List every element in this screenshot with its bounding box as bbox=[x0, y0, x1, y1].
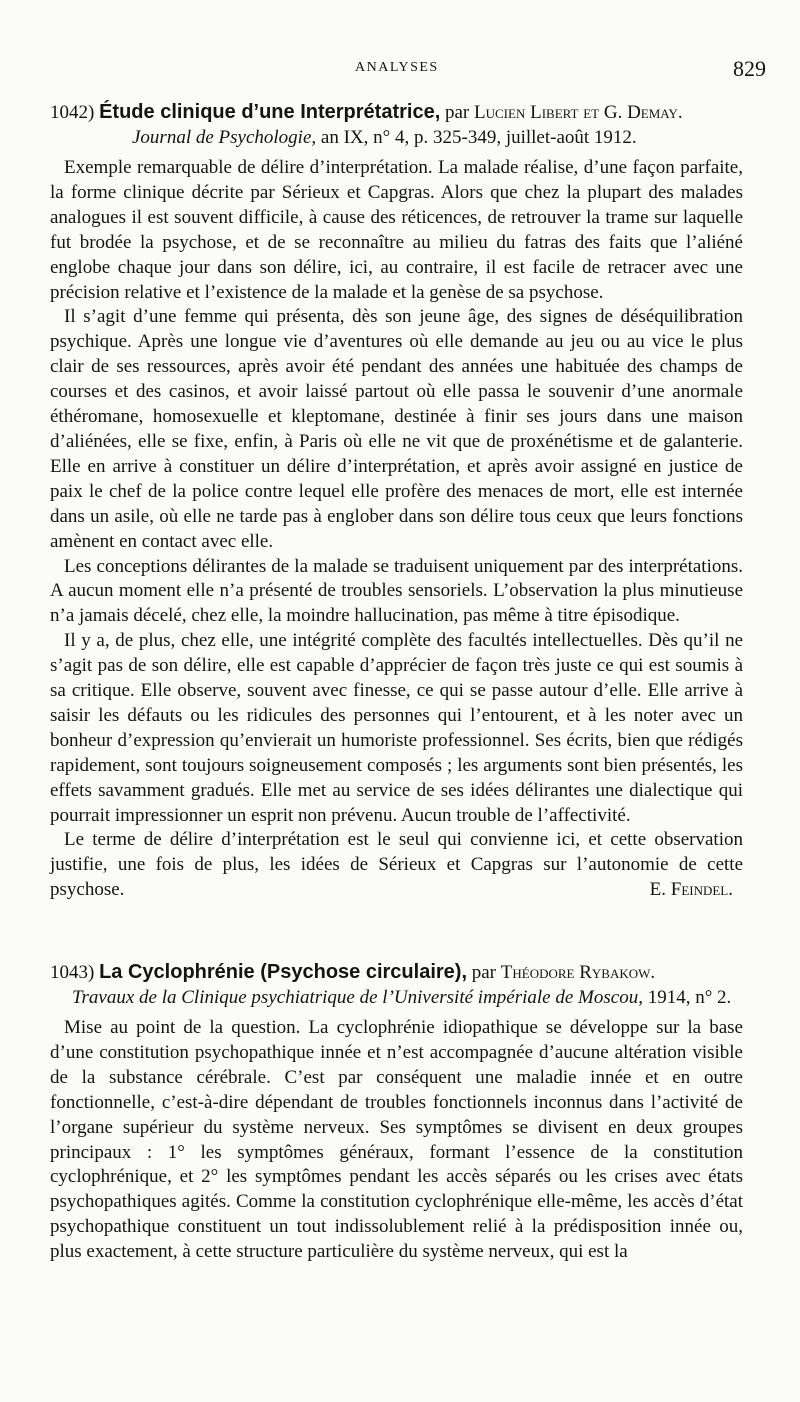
entry-number: 1042) bbox=[50, 102, 95, 123]
entry-heading bbox=[50, 960, 743, 1010]
running-header bbox=[0, 56, 800, 90]
paragraph: Il s’agit d’une femme qui présenta, dès son jeune âge, des signes de déséquilibration psychique. Après une longue vie d’aventures où elle demande au jeu ou au vice le plus clair de ses ressources, après avoir été pendant des années une habituée des champs de courses et des casinos, et avoir laissé partout où elle passa le souvenir d’une anormale éthéromane, homosexuelle et kleptomane, destinée à finir ses jours dans une maison d’aliénées, elle se fixe, enfin, à Paris où elle ne vit que de proxénétisme et de galanterie. Elle en arrive à constituer un délire d’interprétation, et après avoir assigné en justice de paix le chef de la police contre lequel elle profère des menaces de mort, elle est internée dans un asile, où elle ne tarde pas à englober dans son délire tous ceux que leurs fonctions amènent en contact avec elle. bbox=[50, 306, 743, 552]
citation-details: 1914, n° 2. bbox=[647, 987, 732, 1008]
running-title: ANALYSES bbox=[355, 60, 439, 75]
journal-name: Journal de Psychologie, bbox=[132, 127, 317, 148]
entry-title: La Cyclophrénie (Psychose circulaire), bbox=[99, 961, 467, 983]
entry-authors: Théodore Rybakow. bbox=[500, 962, 656, 983]
entry-citation bbox=[50, 985, 743, 1010]
page-number: 829 bbox=[733, 56, 766, 81]
review-entry-1043 bbox=[50, 960, 743, 1265]
entry-citation bbox=[50, 125, 743, 150]
paragraph: Il y a, de plus, chez elle, une intégrité complète des facultés intellectuelles. Dès qu’il ne s’agit pas de son délire, elle est capable d’apprécier de façon très juste ce qui est soumis à sa critique. Elle observe, souvent avec finesse, ce qui se passe autour d’elle. Elle arrive à saisir les défauts ou les ridicules des personnes qui l’entourent, et à les noter avec un bonheur d’expression qu’envierait un humoriste professionnel. Ses écrits, bien que rédigés rapidement, sont toujours soigneusement composés ; les arguments sont bien présentés, les effets savamment gradués. Elle met au service de ses idées délirantes une dialectique qui pourrait impressionner un esprit non prévenu. Aucun trouble de l’affectivité. bbox=[50, 630, 743, 826]
author-prefix: par bbox=[445, 102, 470, 123]
paragraph: Exemple remarquable de délire d’interprétation. La malade réalise, d’une façon parfaite, la forme clinique décrite par Sérieux et Capgras. Alors que chez la plupart des malades analogues il est souvent difficile, à cause des réticences, de retrouver la trame sur laquelle fut brodée la psychose, et de se reconnaître au milieu du fatras des faits que l’aliéné englobe chaque jour dans son délire, ici, au contraire, il est facile de retracer avec une précision relative et l’existence de la malade et la genèse de sa psychose. bbox=[50, 157, 743, 303]
author-prefix: par bbox=[471, 962, 497, 983]
journal-name: Travaux de la Clinique psychiatrique de l’Université impériale de Moscou, bbox=[72, 987, 643, 1008]
review-entry-1042 bbox=[50, 100, 743, 903]
paragraph: Les conceptions délirantes de la malade se traduisent uniquement par des interprétations. A aucun moment elle n’a présenté de troubles sensoriels. L’observation la plus minutieuse n’a jamais décelé, chez elle, la moindre hallucination, pas même à titre épisodique. bbox=[50, 555, 743, 627]
entry-authors: Lucien Libert et G. Demay. bbox=[474, 102, 683, 123]
citation-details: an IX, n° 4, p. 325-349, juillet-août 1912. bbox=[320, 127, 637, 148]
entry-number: 1043) bbox=[50, 962, 95, 983]
entry-title: Étude clinique d’une Interprétatrice, bbox=[99, 101, 441, 123]
paragraph-text: Le terme de délire d’interprétation est le seul qui convienne ici, et cette observation justifie, une fois de plus, les idées de Sérieux et Capgras sur l’autonomie de cette psychose. bbox=[50, 829, 743, 901]
paragraph-final bbox=[50, 828, 743, 903]
entry-heading bbox=[50, 100, 743, 150]
paragraph: Mise au point de la question. La cyclophrénie idiopathique se développe sur la base d’une constitution psychopathique innée et n’est accompagnée d’aucune altération visible de la substance cérébrale. C’est par conséquent une maladie innée et en outre fonctionnelle, c’est-à-dire dépendant de troubles fonctionnels inconnus dans l’activité de l’organe supérieur du système nerveux. Ses symptômes se divisent en deux groupes principaux : 1° les symptômes généraux, formant l’essence de la constitution cyclophrénique, et 2° les symptômes pendant les accès séparés ou les crises avec états psychopathiques agités. Comme la constitution cyclophrénique elle-même, les accès d’état psychopathique constituent un tout indissolublement relié à la prédisposition innée ou, plus exactement, à cette structure particulière du système nerveux, qui est la bbox=[50, 1017, 743, 1263]
reviewer-signature: E. Feindel. bbox=[649, 879, 733, 901]
